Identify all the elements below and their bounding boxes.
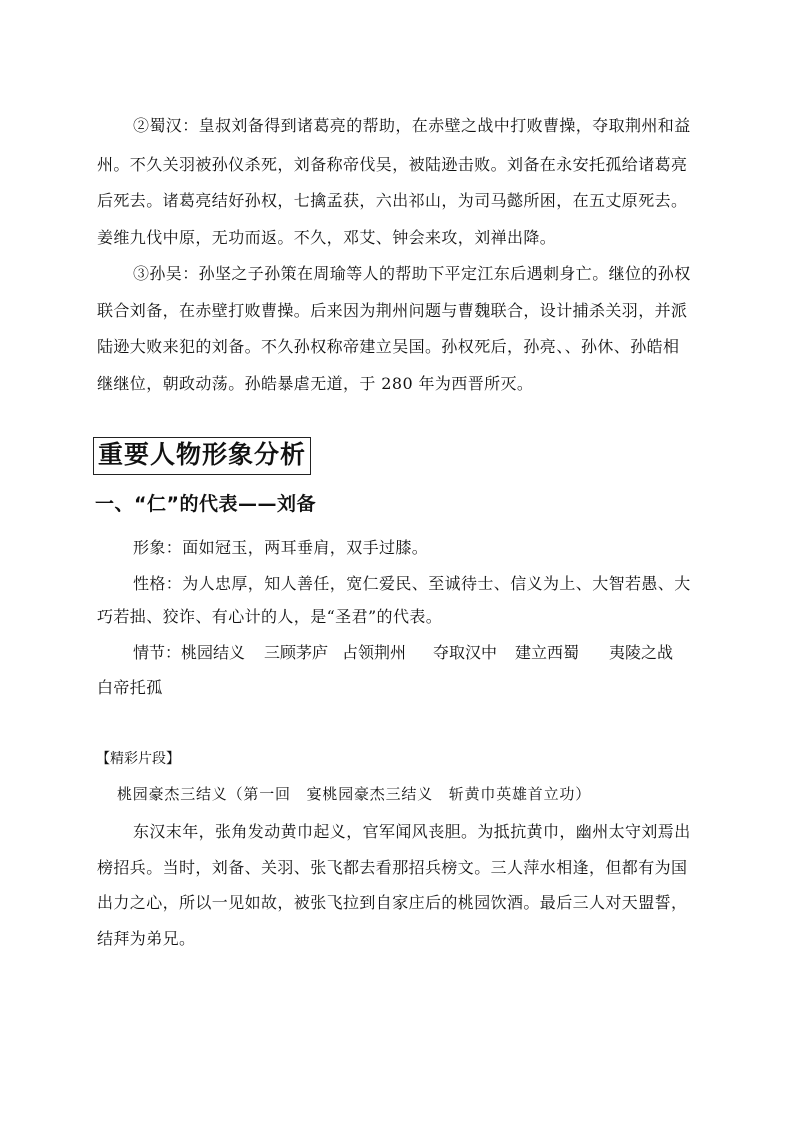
sub-heading: 一、“仁”的代表——刘备 — [95, 493, 316, 515]
shu-line-1: ②蜀汉：皇叔刘备得到诸葛亮的帮助，在赤壁之战中打败曹操，夺取荆州和益 — [133, 116, 691, 135]
plot-item-2: 三顾茅庐 — [264, 643, 329, 662]
plot-last: 白帝托孤 — [97, 678, 163, 697]
character-line-2: 巧若拙、狡诈、有心计的人，是“圣君”的代表。 — [97, 607, 443, 626]
excerpt-label: 【精彩片段】 — [96, 751, 180, 767]
section-heading: 重要人物形象分析 — [93, 437, 311, 475]
appearance-line: 形象：面如冠玉，两耳垂肩，双手过膝。 — [133, 538, 429, 557]
plot-item-3: 占领荆州 — [342, 643, 407, 662]
character-line-1: 性格：为人忠厚，知人善任，宽仁爱民、至诚待士、信义为上、大智若愚、大 — [133, 574, 691, 593]
excerpt-chapter-title: 桃园豪杰三结义（第一回 宴桃园豪杰三结义 斩黄巾英雄首立功） — [117, 785, 592, 803]
shu-line-4: 姜维九伐中原，无功而返。不久，邓艾、钟会来攻，刘禅出降。 — [97, 228, 557, 247]
shu-line-3: 后死去。诸葛亮结好孙权，七擒孟获，六出祁山，为司马懿所困，在五丈原死去。 — [97, 191, 688, 210]
wu-line-1: ③孙吴：孙坚之子孙策在周瑜等人的帮助下平定江东后遇刺身亡。继位的孙权 — [133, 264, 691, 283]
excerpt-line-4: 结拜为弟兄。 — [97, 929, 196, 948]
excerpt-line-3: 出力之心，所以一见如故，被张飞拉到自家庄后的桃园饮酒。最后三人对天盟誓， — [97, 893, 688, 912]
shu-line-2: 州。不久关羽被孙仪杀死，刘备称帝伐吴，被陆逊击败。刘备在永安托孤给诸葛亮 — [97, 155, 688, 174]
wu-line-3: 陆逊大败来犯的刘备。不久孙权称帝建立吴国。孙权死后，孙亮、、孙休、孙皓相 — [97, 337, 680, 356]
wu-line-2: 联合刘备，在赤壁打败曹操。后来因为荆州问题与曹魏联合，设计捕杀关羽，并派 — [97, 301, 688, 320]
wu-line-4: 继继位，朝政动荡。孙皓暴虐无道，于 280 年为西晋所灭。 — [97, 374, 534, 393]
excerpt-line-2: 榜招兵。当时，刘备、关羽、张飞都去看那招兵榜文。三人萍水相逢，但都有为国 — [97, 858, 688, 877]
plot-item-5: 建立西蜀 — [515, 643, 580, 662]
plot-item-4: 夺取汉中 — [433, 643, 498, 662]
plot-label: 情节： — [133, 643, 182, 662]
excerpt-line-1: 东汉末年，张角发动黄巾起义，官军闻风丧胆。为抵抗黄巾，幽州太守刘焉出 — [133, 822, 691, 841]
plot-item-1: 桃园结义 — [181, 643, 246, 662]
plot-item-6: 夷陵之战 — [609, 643, 674, 662]
